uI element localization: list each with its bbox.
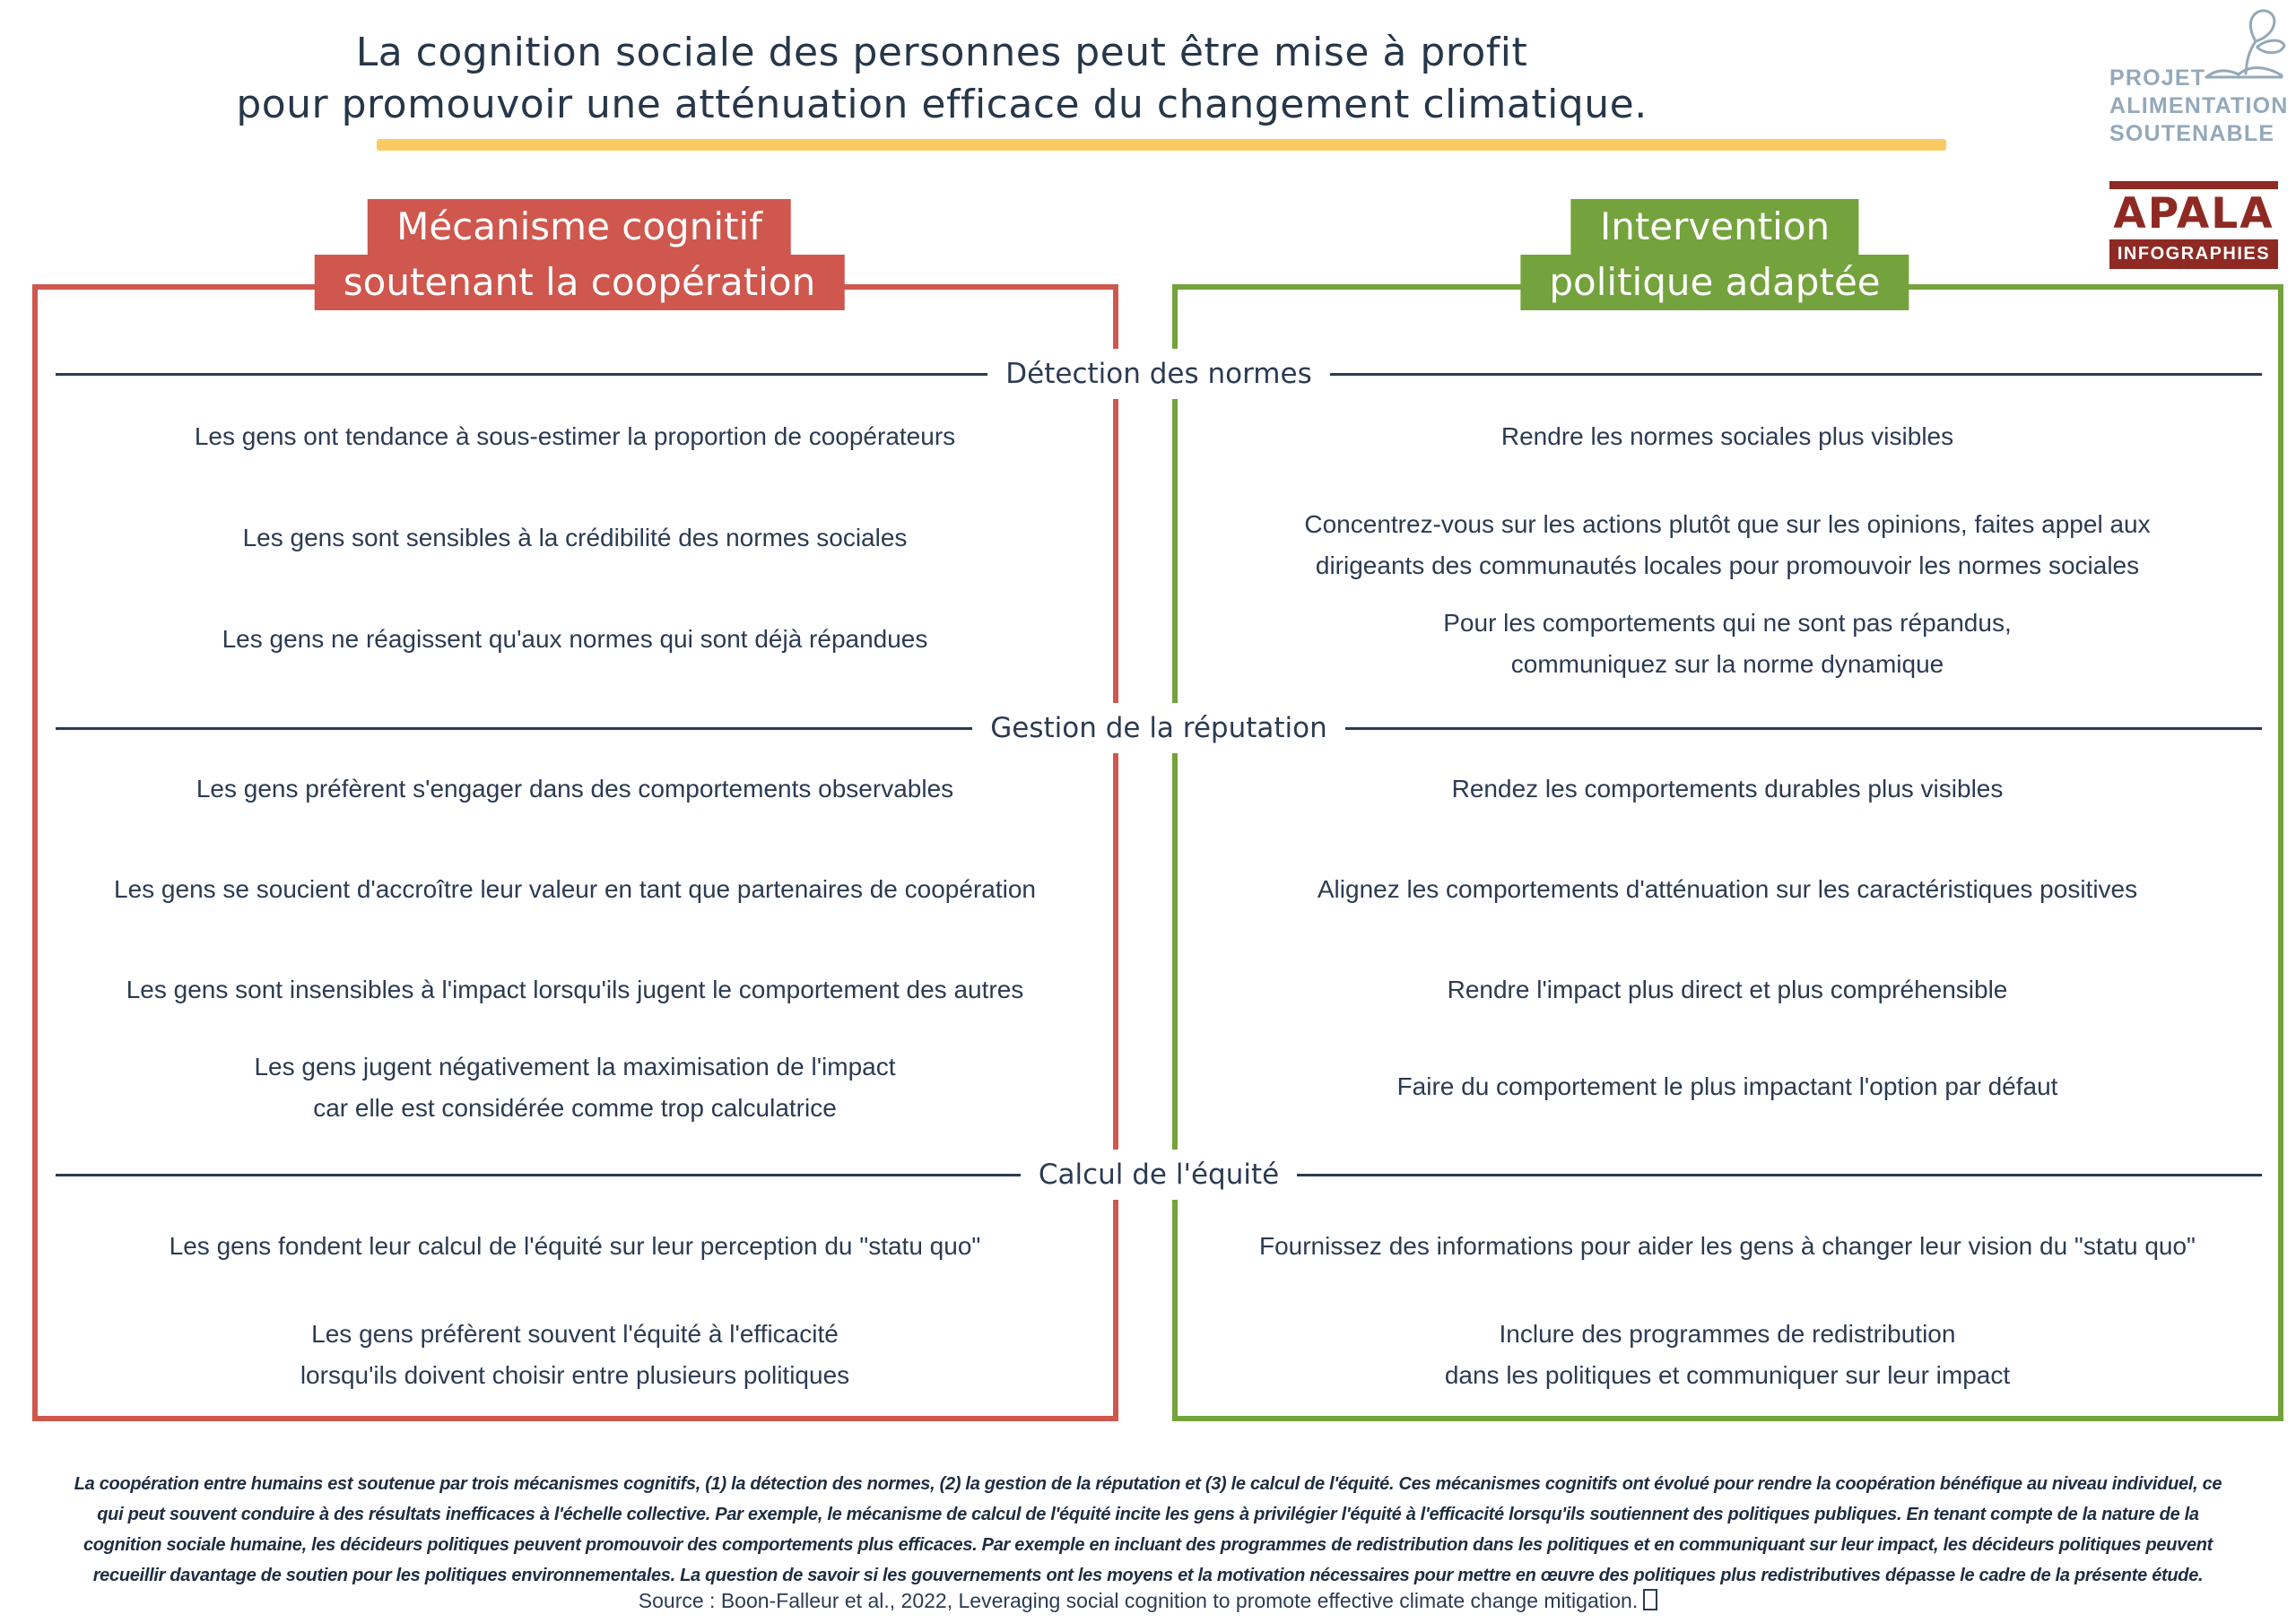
policy-intervention-item: Rendre les normes sociales plus visibles [1500, 422, 1954, 450]
apala-top-bar [2109, 181, 2278, 189]
source-line [0, 1589, 2296, 1613]
logo-line-alimentation: ALIMENTATION [2109, 93, 2289, 118]
logo-wordmark [2109, 65, 2289, 148]
left-column-header [315, 199, 845, 310]
policy-intervention-item: Concentrez-vous sur les actions plutôt que sur les opinions, faites appel aux dirigeants des communautés locales pour promouvoir les normes sociales [1304, 510, 2151, 579]
section-header-row [56, 349, 2262, 399]
right-column-header-line1: Intervention [1571, 199, 1858, 255]
section-label: Détection des normes [1005, 358, 1312, 390]
section-rule-right [1330, 373, 2262, 376]
cognitive-mechanism-item: Les gens fondent leur calcul de l'équité sur leur perception du "statu quo" [169, 1232, 981, 1260]
section-rule-right [1297, 1174, 2262, 1176]
cognitive-mechanism-item: Les gens ne réagissent qu'aux normes qui sont déjà répandues [222, 625, 928, 653]
policy-intervention-item: Pour les comportements qui ne sont pas répandus, communiquez sur la norme dynamique [1443, 609, 2012, 678]
logo-line-soutenable: SOUTENABLE [2109, 121, 2275, 146]
section-label: Gestion de la réputation [990, 712, 1327, 744]
policy-intervention-item: Fournissez des informations pour aider les gens à changer leur vision du "statu quo" [1258, 1232, 2196, 1260]
cognitive-mechanism-item: Les gens préfèrent s'engager dans des comportements observables [196, 775, 954, 803]
apala-subtitle: INFOGRAPHIES [2109, 239, 2278, 269]
section-rule-left [56, 1174, 1021, 1176]
section-rule-left [56, 727, 972, 730]
section-rule-right [1345, 727, 2262, 730]
cognitive-mechanism-item: Les gens jugent négativement la maximisation de l'impact car elle est considérée comme trop calculatrice [254, 1053, 896, 1122]
left-column-header-line1: Mécanisme cognitif [368, 199, 791, 255]
right-column-header [1520, 199, 1909, 310]
page-title-line1: La cognition sociale des personnes peut être mise à profit [355, 30, 1528, 75]
page-title [0, 27, 1883, 131]
source-text: Source : Boon-Falleur et al., 2022, Leveraging social cognition to promote effective climate change mitigation. [638, 1589, 1639, 1612]
policy-intervention-item: Faire du comportement le plus impactant l'option par défaut [1396, 1072, 2058, 1100]
apala-logo [2109, 181, 2278, 269]
footnote-line: recueillir davantage de soutien pour les politiques environnementales. La question de savoir si les gouvernements ont les moyens et la motivation nécessaires pour mettre en œuvre des politiques plus redistributives dépasse le cadre de la présente étude. [92, 1566, 2204, 1585]
footnote-line: cognition sociale humaine, les décideurs politiques peuvent promouvoir des comportements plus efficaces. Par exemple en incluant des programmes de redistribution dans les politiques et en communiquant sur leur impact, les décideurs politiques peuvent [83, 1535, 2213, 1555]
footnote-line: La coopération entre humains est soutenue par trois mécanismes cognitifs, (1) la détection des normes, (2) la gestion de la réputation et (3) le calcul de l'équité. Ces mécanismes cognitifs ont évolué pour rendre la coopération bénéfique au niveau individuel, ce [74, 1474, 2222, 1494]
footnote-paragraph [36, 1469, 2260, 1591]
policy-intervention-item: Inclure des programmes de redistribution dans les politiques et communiquer sur leur impact [1444, 1320, 2011, 1389]
title-underline [377, 139, 1946, 151]
missing-glyph-box [1643, 1589, 1657, 1610]
section-header-row [56, 703, 2262, 753]
policy-intervention-item: Rendez les comportements durables plus visibles [1451, 775, 2004, 803]
cognitive-mechanism-item: Les gens se soucient d'accroître leur valeur en tant que partenaires de coopération [114, 875, 1036, 903]
page-title-line2: pour promouvoir une atténuation efficace du changement climatique. [236, 82, 1648, 127]
section-header-row [56, 1150, 2262, 1200]
left-column-header-line2: soutenant la coopération [315, 255, 845, 310]
cognitive-mechanism-item: Les gens sont insensibles à l'impact lorsqu'ils jugent le comportement des autres [126, 976, 1024, 1003]
policy-intervention-item: Rendre l'impact plus direct et plus compréhensible [1447, 976, 2008, 1003]
logo-line-projet: PROJET [2109, 65, 2206, 91]
cognitive-mechanism-item: Les gens préfèrent souvent l'équité à l'efficacité lorsqu'ils doivent choisir entre plusieurs politiques [300, 1320, 850, 1389]
section-label: Calcul de l'équité [1038, 1159, 1280, 1191]
cognitive-mechanism-item: Les gens sont sensibles à la crédibilité des normes sociales [242, 524, 908, 551]
apala-brand-name: APALA [2113, 189, 2274, 239]
footnote-line: qui peut souvent conduire à des résultats inefficaces à l'échelle collective. Par exemple, le mécanisme de calcul de l'équité incite les gens à privilégier l'équité à l'efficacité lorsqu'ils soutiennent des politiques publiques. En tenant compte de la nature de la [97, 1505, 2199, 1524]
right-column-header-line2: politique adaptée [1520, 255, 1909, 310]
policy-intervention-item: Alignez les comportements d'atténuation sur les caractéristiques positives [1317, 875, 2138, 903]
section-rule-left [56, 373, 987, 376]
cognitive-mechanism-item: Les gens ont tendance à sous-estimer la proportion de coopérateurs [194, 422, 956, 450]
